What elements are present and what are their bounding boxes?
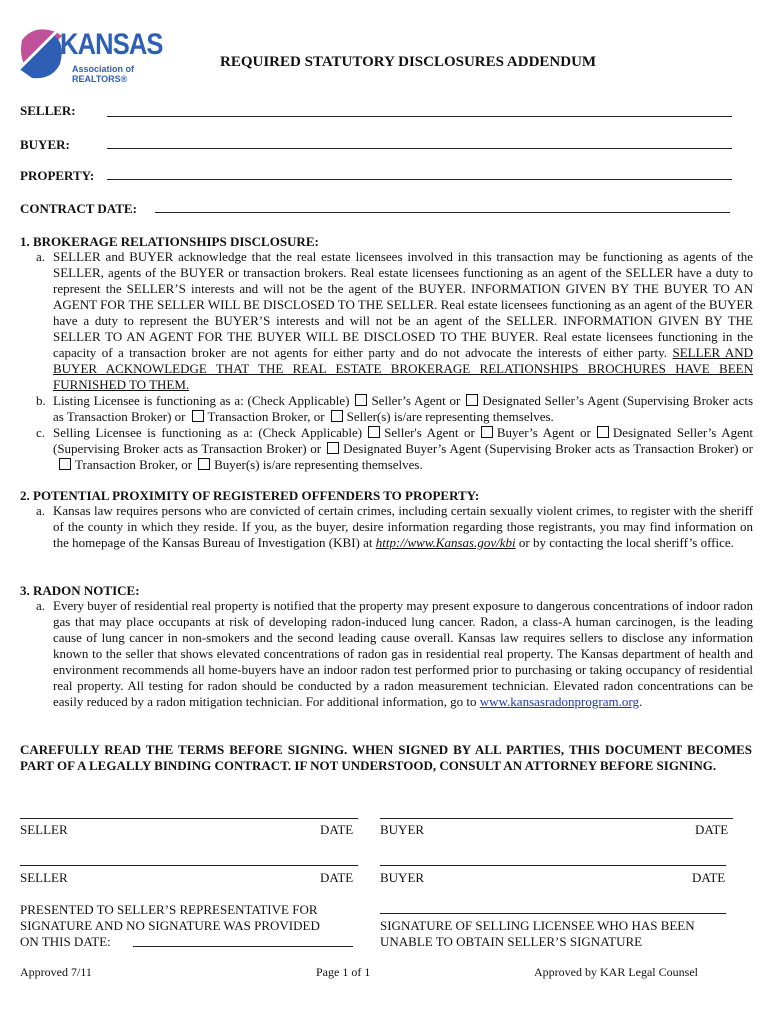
- section-2-heading: 2. POTENTIAL PROXIMITY OF REGISTERED OFFENDERS TO PROPERTY:: [20, 488, 480, 503]
- logo-subtitle: Association of REALTORS®: [72, 64, 135, 84]
- option-label: Designated Seller’s Agent (Supervising Broker acts as Transaction Broker) or: [53, 425, 753, 456]
- footer-page-number: Page 1 of 1: [316, 965, 371, 979]
- checkbox-selling-sellers-agent[interactable]: [368, 426, 380, 438]
- option-label: Designated Seller’s Agent (Supervising Broker acts as Transaction Broker) or: [53, 393, 754, 424]
- seller-date-label: DATE: [320, 870, 354, 885]
- buyer-signature-line-2[interactable]: [380, 865, 726, 866]
- seller-label: SELLER:: [20, 103, 76, 118]
- kbi-link[interactable]: http://www.Kansas.gov/kbi: [375, 535, 516, 550]
- item-index: b.: [36, 393, 46, 408]
- buyer-date-label: DATE: [692, 870, 726, 885]
- seller-signature-line-1[interactable]: [20, 818, 358, 819]
- buyer-sig-label: BUYER: [380, 822, 425, 837]
- property-line[interactable]: [107, 179, 732, 180]
- seller-line[interactable]: [107, 116, 732, 117]
- logo-wordmark: KANSAS: [60, 28, 163, 61]
- contract-date-label: CONTRACT DATE:: [20, 201, 137, 216]
- section-2a-tail: or by contacting the local sheriff’s office.: [515, 535, 734, 550]
- section-2a: [36, 503, 753, 551]
- footer-approved: Approved 7/11: [20, 965, 92, 979]
- checkbox-selling-designated-sellers-agent[interactable]: [597, 426, 609, 438]
- buyer-signature-line-1[interactable]: [380, 818, 733, 819]
- seller-sig-label: SELLER: [20, 822, 68, 837]
- section-1c-intro: Selling Licensee is functioning as a: (Check Applicable): [53, 425, 363, 440]
- section-1b-intro: Listing Licensee is functioning as a: (Check Applicable): [53, 393, 350, 408]
- kar-logo: [12, 22, 163, 88]
- option-label: Buyer’s Agent or: [496, 425, 591, 440]
- section-2a-text: Kansas law requires persons who are convicted of certain crimes, including certain sexually violent crimes, to register with the sheriff of the county in which they reside. If you, as the buyer, desire information regarding those registrants, you may find information on the homepage of the Kansas Bureau of Investigation (KBI) at: [53, 503, 753, 550]
- section-1-heading: 1. BROKERAGE RELATIONSHIPS DISCLOSURE:: [20, 234, 319, 249]
- presented-line-3: ON THIS DATE:: [20, 934, 111, 949]
- buyer-sig-label: BUYER: [380, 870, 425, 885]
- checkbox-selling-designated-buyers-agent[interactable]: [327, 442, 339, 454]
- document-title: REQUIRED STATUTORY DISCLOSURES ADDENDUM: [220, 54, 597, 70]
- footer-counsel: Approved by KAR Legal Counsel: [534, 965, 698, 979]
- option-label: Seller's Agent or: [384, 425, 475, 440]
- section-1a-acknowledge: SELLER AND BUYER ACKNOWLEDGE THAT THE REAL ESTATE BROKERAGE RELATIONSHIPS BROCHURES HAVE BEEN FURNISHED TO THEM.: [53, 345, 753, 392]
- item-index: a.: [36, 598, 46, 613]
- section-3a-tail: .: [638, 694, 643, 709]
- presented-line-1: PRESENTED TO SELLER’S REPRESENTATIVE FOR: [20, 902, 318, 917]
- radon-program-link[interactable]: www.kansasradonprogram.org: [479, 694, 639, 709]
- item-index: c.: [36, 425, 46, 440]
- section-3a: [36, 598, 753, 710]
- option-label: Seller’s Agent or: [371, 393, 461, 408]
- checkbox-listing-sellers-agent[interactable]: [355, 394, 367, 406]
- selling-licensee-line-2: UNABLE TO OBTAIN SELLER’S SIGNATURE: [380, 934, 643, 949]
- section-1b: [36, 393, 754, 425]
- seller-date-label: DATE: [320, 822, 354, 837]
- checkbox-listing-designated-sellers-agent[interactable]: [466, 394, 478, 406]
- property-label: PROPERTY:: [20, 168, 95, 183]
- option-label: Buyer(s) is/are representing themselves.: [214, 457, 423, 472]
- buyer-label: BUYER:: [20, 137, 70, 152]
- seller-signature-line-2[interactable]: [20, 865, 358, 866]
- option-label: Transaction Broker, or: [207, 409, 325, 424]
- selling-licensee-signature-line[interactable]: [380, 913, 726, 914]
- checkbox-listing-self-represented[interactable]: [331, 410, 343, 422]
- item-index: a.: [36, 249, 46, 264]
- checkbox-selling-self-represented[interactable]: [198, 458, 210, 470]
- presented-line-2: SIGNATURE AND NO SIGNATURE WAS PROVIDED: [20, 918, 320, 933]
- section-3a-text: Every buyer of residential real property is notified that the property may present exposure to dangerous concentrations of indoor radon gas that may place occupants at risk of developing radon-induced lung cancer. Radon, a class-A human carcinogen, is the leading cause of lung cancer in non-smokers and the second leading cause overall. Kansas law requires sellers to disclose any information known to the seller that shows elevated concentrations of radon gas in residential real property. The Kansas department of health and environment recommends all home-buyers have an indoor radon test performed prior to purchasing or taking occupancy of residential real property. All testing for radon should be conducted by a radon measurement technician. Elevated radon concentrations can be easily reduced by a radon mitigation technician. For additional information, go to: [53, 598, 753, 709]
- presented-date-line[interactable]: [133, 946, 353, 947]
- section-1a: [36, 249, 753, 393]
- checkbox-listing-transaction-broker[interactable]: [192, 410, 204, 422]
- contract-date-line[interactable]: [155, 212, 730, 213]
- buyer-date-label: DATE: [695, 822, 729, 837]
- seller-sig-label: SELLER: [20, 870, 68, 885]
- section-1c: [36, 425, 753, 473]
- signing-warning: CAREFULLY READ THE TERMS BEFORE SIGNING. WHEN SIGNED BY ALL PARTIES, THIS DOCUMENT BECOMES PART OF A LEGALLY BINDING CONTRACT. IF NOT UNDERSTOOD, CONSULT AN ATTORNEY BEFORE SIGNING.: [20, 742, 752, 773]
- option-label: Designated Buyer’s Agent (Supervising Broker acts as Transaction Broker) or: [343, 441, 753, 456]
- option-label: Seller(s) is/are representing themselves.: [346, 409, 554, 424]
- item-index: a.: [36, 503, 46, 518]
- checkbox-selling-buyers-agent[interactable]: [481, 426, 493, 438]
- section-3-heading: 3. RADON NOTICE:: [20, 583, 140, 598]
- selling-licensee-line-1: SIGNATURE OF SELLING LICENSEE WHO HAS BEEN: [380, 918, 695, 933]
- option-label: Transaction Broker, or: [75, 457, 193, 472]
- section-1a-text: SELLER and BUYER acknowledge that the real estate licensees involved in this transaction may be functioning as agents of the SELLER, agents of the BUYER or transaction brokers. Real estate licensees functioning as an agent of the SELLER have a duty to represent the SELLER’S interests and will not be the agent of the BUYER. INFORMATION GIVEN BY THE BUYER TO AN AGENT FOR THE SELLER WILL BE DISCLOSED TO THE SELLER. Real estate licensees functioning as an agent of the BUYER have a duty to represent the BUYER’S interests and will not be an agent of the SELLER. INFORMATION GIVEN BY THE SELLER TO AN AGENT FOR THE BUYER WILL BE DISCLOSED TO THE BUYER. Real estate licensees functioning in the capacity of a transaction broker are not agents for either party and do not advocate the interests of either party.: [53, 249, 753, 360]
- checkbox-selling-transaction-broker[interactable]: [59, 458, 71, 470]
- buyer-line[interactable]: [107, 148, 732, 149]
